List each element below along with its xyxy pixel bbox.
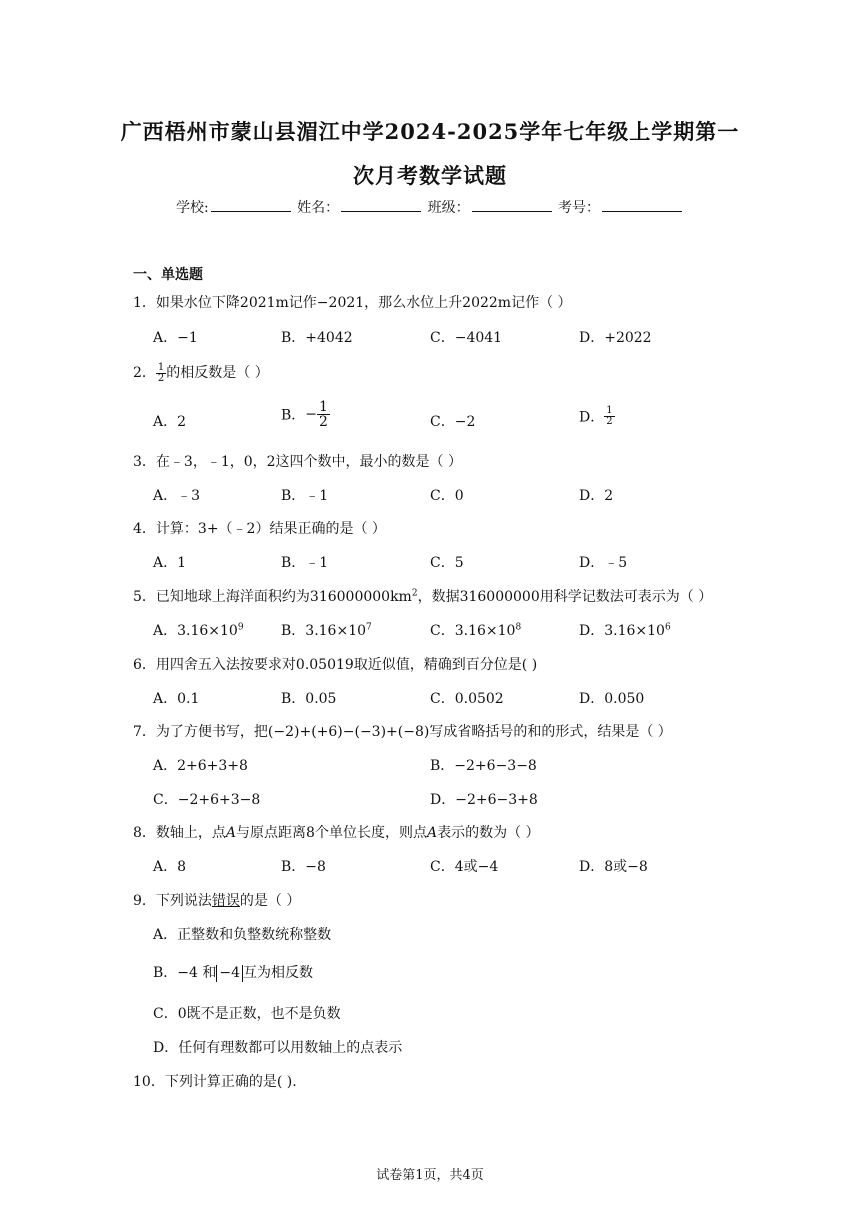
q1-option-d: D．+2022 [579,330,652,346]
q4-option-a: A．1 [153,555,187,571]
denominator: 2 [319,414,328,430]
q5-stem-part1: 5．已知地球上海洋面积约为316000000km [133,589,412,605]
q8-option-d: D．8或−8 [579,859,648,875]
q5-option-b-exponent: 7 [366,622,372,633]
q5-option-d-base: D．3.16×10 [579,623,665,639]
q8-stem-part2: 与原点距离8个单位长度，则点 [236,825,427,841]
q9-absolute-value: −4 [216,965,243,982]
question-6-stem: 6．用四舍五入法按要求对0.05019取近似值，精确到百分位是( ) [133,657,538,673]
q5-option-a [153,620,244,640]
question-9-stem [133,890,300,910]
q3-option-b: B．﹣1 [281,488,329,504]
q8-option-c: C．4或−4 [430,859,499,875]
q9-option-d: D．任何有理数都可以用数轴上的点表示 [153,1040,403,1056]
student-info-line [0,197,860,217]
question-8-stem [133,822,540,842]
section-heading: 一、单选题 [133,267,203,283]
numerator: 1 [606,405,613,416]
q2-stem-fraction [156,363,166,384]
q6-option-a: A．0.1 [153,691,200,707]
q3-option-c: C．0 [430,488,464,504]
q6-option-d: D．0.050 [579,691,645,707]
question-4-stem: 4．计算：3+（﹣2）结果正确的是（ ） [133,521,386,537]
q6-option-b: B．0.05 [281,691,337,707]
q2-option-d-fraction [604,406,614,427]
numerator: 1 [319,399,328,415]
q2-option-d-label: D． [579,409,605,426]
q2-number: 2． [133,365,156,381]
question-2-stem [133,362,269,384]
numerator: 1 [157,361,165,373]
q2-option-d [579,406,615,427]
q5-option-d-exponent: 6 [664,622,671,633]
school-blank [211,199,291,212]
name-blank [341,199,421,212]
exam-title-line1: 广西梧州市蒙山县湄江中学2024-2025学年七年级上学期第一 [120,119,740,144]
exam-number-blank [602,199,682,212]
school-label: 学校: [175,200,209,216]
class-label: 班级： [427,200,470,216]
question-3-stem: 3．在﹣3，﹣1，0，2这四个数中，最小的数是（ ） [133,454,462,470]
q7-option-d: D．−2+6−3+8 [430,792,538,808]
denominator: 2 [606,416,613,427]
q2-option-b-sign: − [305,406,318,423]
page-footer: 试卷第1页，共4页 [376,1168,484,1183]
q1-option-c: C．−4041 [430,330,503,346]
q5-option-c-base: C．3.16×10 [430,623,516,639]
q8-stem-part1: 8．数轴上，点 [133,825,226,841]
q5-option-c-exponent: 8 [515,622,522,633]
q9-option-b-text: B．−4 和 [153,965,217,981]
q2-option-a: A．2 [153,414,187,430]
q4-option-c: C．5 [430,555,464,571]
class-blank [472,199,552,212]
q2-option-b-fraction [317,400,330,429]
q8-variable-a-repeat: A [426,825,438,841]
q5-option-b [281,620,372,640]
q7-option-b: B．−2+6−3−8 [430,758,537,774]
q8-variable-a: A [225,825,237,841]
q5-option-c [430,620,521,640]
q5-option-d [579,620,671,640]
denominator: 2 [157,372,165,384]
q8-option-b: B．−8 [281,859,326,875]
q7-option-c: C．−2+6+3−8 [153,792,261,808]
q7-option-a: A．2+6+3+8 [153,758,248,774]
question-7-stem: 7．为了方便书写，把(−2)+(+6)−(−3)+(−8)写成省略括号的和的形式，结果是（ ） [133,724,672,740]
q1-option-b: B．+4042 [281,330,353,346]
q4-option-b: B．﹣1 [281,555,329,571]
q5-superscript: 2 [411,588,418,599]
q4-option-d: D．﹣5 [579,555,628,571]
q2-option-b-label: B． [281,407,306,424]
q9-underlined-word: 错误 [211,893,240,909]
exam-title-line2: 次月考数学试题 [353,163,507,188]
q1-option-a: A．−1 [153,330,198,346]
q9-option-b-rest: 互为相反数 [243,965,314,981]
q3-option-a: A．﹣3 [153,488,201,504]
q6-option-c: C．0.0502 [430,691,504,707]
q5-stem-part2: ，数据316000000用科学记数法可表示为（ ） [417,589,713,605]
q9-stem-part1: 9．下列说法 [133,893,212,909]
q5-option-a-exponent: 9 [237,622,244,633]
q8-option-a: A．8 [153,859,187,875]
q9-stem-part2: 的是（ ） [239,893,301,909]
question-5-stem [133,586,712,606]
q5-option-b-base: B．3.16×10 [281,623,367,639]
name-label: 姓名： [297,200,340,216]
q9-option-c: C．0既不是正数，也不是负数 [153,1006,341,1022]
question-1-stem: 1．如果水位下降2021m记作−2021，那么水位上升2022m记作（ ） [133,295,572,311]
q5-option-a-base: A．3.16×10 [153,623,238,639]
q2-option-b [281,400,330,429]
q8-stem-part3: 表示的数为（ ） [437,825,540,841]
q9-option-b [153,962,313,982]
q2-stem-text: 的相反数是（ ） [166,365,269,381]
q3-option-d: D．2 [579,488,614,504]
q9-option-a: A．正整数和负整数统称整数 [153,927,332,943]
exam-number-label: 考号： [558,200,601,216]
q2-option-c: C．−2 [430,414,476,430]
question-10-stem: 10．下列计算正确的是( ). [133,1074,297,1090]
